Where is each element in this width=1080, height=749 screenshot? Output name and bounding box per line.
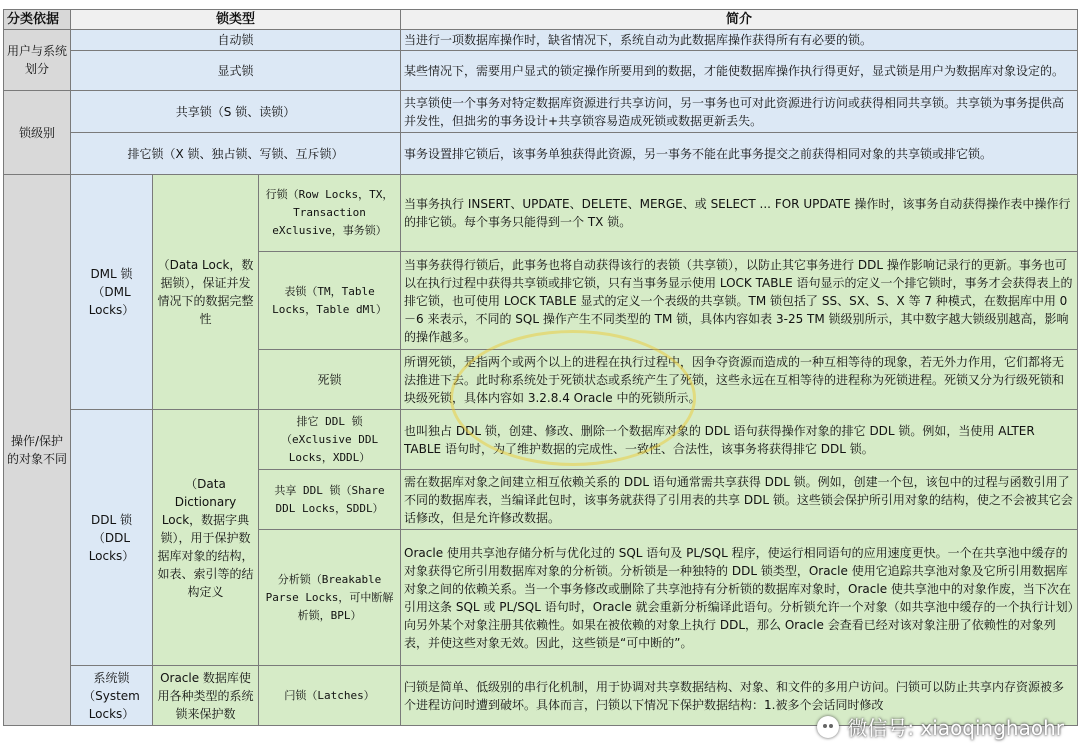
desc-tm: 当事务获得行锁后，此事务也将自动获得该行的表锁（共享锁），以防止其它事务进行 DDL 操作影响记录行的更新。事务也可以在执行过程中获得共享锁或排它锁，只有当事务显示使用 LOCK TABLE 语句显示的定义一个排它锁时，事务才会获得表上的排它锁，也可使用 LOCK TABLE 显式的定义一个表级的共享锁。TM 锁包括了 SS、SX、S、X 等 7 种模式，在数据库中用 0－6 来表示，不同的 SQL 操作产生不同类型的 TM 锁，具体内容如表 3-25 TM 锁级别所示，其中数字越大锁级别越高，影响的操作越多。 [401, 252, 1078, 350]
table-row [4, 175, 1078, 252]
header-description: 简介 [401, 10, 1078, 30]
desc-sddl: 需在数据库对象之间建立相互依赖关系的 DDL 语句通常需共享获得 DDL 锁。例如，创建一个包，该包中的过程与函数引用了不同的数据库表，当编译此包时，该事务就获得了引用表的共享 DDL 锁。这些锁会保护所引用对象的结构，使之不会被其它会话修改，但是允许修改数据。 [401, 470, 1078, 530]
lock-type-shared: 共享锁（S 锁、读锁） [71, 91, 401, 133]
desc-latch: 闩锁是简单、低级别的串行化机制，用于协调对共享数据结构、对象、和文件的多用户访问。闩锁可以防止共享内存资源被多个进程访问时遭到破坏。具体而言，闩锁以下情况下保护数据结构：1.被多个会话同时修改 [401, 666, 1078, 726]
system-lock-name: 系统锁（System Locks） [71, 666, 153, 726]
desc-auto: 当进行一项数据库操作时，缺省情况下，系统自动为此数据库操作获得所有有必要的锁。 [401, 30, 1078, 51]
ddl-lock-name: DDL 锁（DDL Locks） [71, 410, 153, 666]
header-lock-type: 锁类型 [71, 10, 401, 30]
desc-deadlock: 所谓死锁，是指两个或两个以上的进程在执行过程中，因争夺资源而造成的一种互相等待的现象，若无外力作用，它们都将无法推进下去。此时称系统处于死锁状态或系统产生了死锁，这些永远在互相等待的进程称为死锁进程。死锁又分为行级死锁和块级死锁，具体内容如 3.2.8.4 Oracle 中的死锁所示。 [401, 350, 1078, 410]
category-user-system: 用户与系统划分 [4, 30, 71, 91]
lock-type-explicit: 显式锁 [71, 51, 401, 91]
watermark [817, 712, 1064, 741]
lock-type-tx: 行锁（Row Locks，TX，Transaction eXclusive，事务锁） [259, 175, 401, 252]
table-row [4, 30, 1078, 51]
desc-xddl: 也叫独占 DDL 锁，创建、修改、删除一个数据库对象的 DDL 语句获得操作对象的排它 DDL 锁。例如，当使用 ALTER TABLE 语句时，为了维护数据的完成性、一致性、合法性，该事务将获得排它 DDL 锁。 [401, 410, 1078, 470]
desc-shared: 共享锁使一个事务对特定数据库资源进行共享访问，另一事务也可对此资源进行访问或获得相同共享锁。共享锁为事务提供高并发性，但拙劣的事务设计+共享锁容易造成死锁或数据更新丢失。 [401, 91, 1078, 133]
header-category: 分类依据 [4, 10, 71, 30]
desc-explicit: 某些情况下，需要用户显式的锁定操作所要用到的数据，才能使数据库操作执行得更好，显式锁是用户为数据库对象设定的。 [401, 51, 1078, 91]
system-lock-purpose: Oracle 数据库使用各种类型的系统锁来保护数 [153, 666, 259, 726]
table-row [4, 51, 1078, 91]
desc-bpl: Oracle 使用共享池存储分析与优化过的 SQL 语句及 PL/SQL 程序，使运行相同语句的应用速度更快。一个在共享池中缓存的对象获得它所引用数据库对象的分析锁。分析锁是一种独特的 DDL 锁类型，Oracle 使用它追踪共享池对象及它所引用数据库对象之间的依赖关系。当一个事务修改或删除了共享池持有分析锁的数据库对象时，Oracle 使共享池中的对象作废，当下次在引用这条 SQL 或 PL/SQL 语句时，Oracle 就会重新分析编译此语句。分析锁允许一个对象（如共享池中缓存的一个执行计划）向另外某个对象注册其依赖性。如果在被依赖的对象上执行 DDL，那么 Oracle 会查看已经对该对象注册了依赖性的对象列表，并使这些对象无效。因此，这些锁是“可中断的”。 [401, 530, 1078, 666]
category-operation: 操作/保护的对象不同 [4, 175, 71, 726]
lock-type-xddl: 排它 DDL 锁（eXclusive DDL Locks，XDDL） [259, 410, 401, 470]
lock-type-auto: 自动锁 [71, 30, 401, 51]
wechat-icon [817, 716, 839, 738]
lock-classification-table [3, 9, 1078, 726]
lock-type-exclusive: 排它锁（X 锁、独占锁、写锁、互斥锁） [71, 133, 401, 175]
desc-tx: 当事务执行 INSERT、UPDATE、DELETE、MERGE、或 SELECT ... FOR UPDATE 操作时，该事务自动获得操作表中操作行的排它锁。每个事务只能得到一个 TX 锁。 [401, 175, 1078, 252]
lock-type-deadlock: 死锁 [259, 350, 401, 410]
lock-type-sddl: 共享 DDL 锁（Share DDL Locks，SDDL） [259, 470, 401, 530]
dml-lock-purpose: （Data Lock，数据锁），保证并发情况下的数据完整性 [153, 175, 259, 410]
table-row [4, 410, 1078, 470]
table-row [4, 133, 1078, 175]
watermark-text: 微信号: xiaoqinghaohr [847, 716, 1064, 740]
dml-lock-name: DML 锁（DML Locks） [71, 175, 153, 410]
lock-type-tm: 表锁（TM，Table Locks，Table dMl） [259, 252, 401, 350]
lock-type-latch: 闩锁（Latches） [259, 666, 401, 726]
desc-exclusive: 事务设置排它锁后，该事务单独获得此资源，另一事务不能在此事务提交之前获得相同对象的共享锁或排它锁。 [401, 133, 1078, 175]
table-row [4, 91, 1078, 133]
header-row [4, 10, 1078, 30]
category-lock-level: 锁级别 [4, 91, 71, 175]
lock-type-bpl: 分析锁（Breakable Parse Locks，可中断解析锁，BPL） [259, 530, 401, 666]
ddl-lock-purpose: （Data Dictionary Lock，数据字典锁），用于保护数据库对象的结构，如表、索引等的结构定义 [153, 410, 259, 666]
